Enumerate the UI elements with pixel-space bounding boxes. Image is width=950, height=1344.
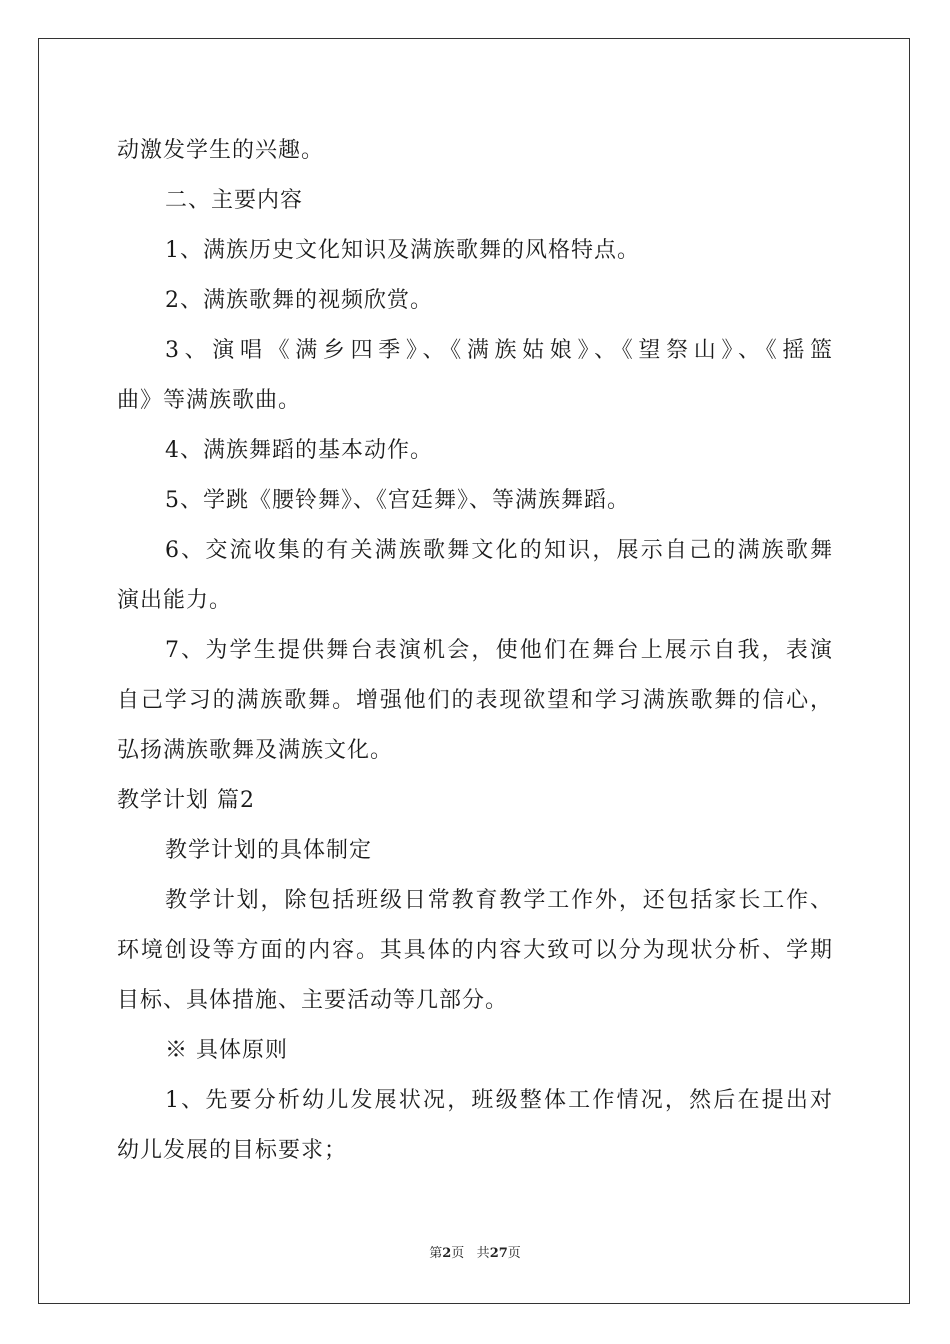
text-line: 幼儿发展的目标要求；	[117, 1138, 348, 1163]
total-prefix: 共	[476, 1246, 490, 1261]
text-line: 教学计划，除包括班级日常教育教学工作外，还包括家长工作、	[165, 888, 833, 913]
total-suffix: 页	[507, 1246, 521, 1261]
page-number: 2	[442, 1246, 452, 1261]
text-line: 动激发学生的兴趣。	[117, 138, 325, 163]
text-line: ※ 具体原则	[165, 1038, 288, 1063]
total-pages: 27	[489, 1246, 508, 1261]
text-line: 环境创设等方面的内容。其具体的内容大致可以分为现状分析、学期	[117, 938, 833, 963]
page-suffix: 页	[451, 1246, 465, 1261]
text-line: 演出能力。	[117, 588, 233, 613]
text-line: 二、主要内容	[165, 188, 304, 213]
text-line: 目标、具体措施、主要活动等几部分。	[117, 988, 509, 1013]
text-line: 3、演唱《满乡四季》、《满族姑娘》、《望祭山》、《摇篮	[165, 338, 833, 363]
text-line: 2、满族歌舞的视频欣赏。	[165, 288, 433, 313]
text-line: 4、满族舞蹈的基本动作。	[165, 438, 433, 463]
page-footer	[0, 1245, 950, 1263]
text-line: 7、为学生提供舞台表演机会，使他们在舞台上展示自我，表演	[165, 638, 833, 663]
text-line: 弘扬满族歌舞及满族文化。	[117, 738, 394, 763]
text-line: 自己学习的满族歌舞。增强他们的表现欲望和学习满族歌舞的信心，	[117, 688, 833, 713]
document-body	[117, 126, 833, 1176]
text-line: 1、先要分析幼儿发展状况，班级整体工作情况，然后在提出对	[165, 1088, 833, 1113]
text-line: 1、满族历史文化知识及满族歌舞的风格特点。	[165, 238, 640, 263]
text-line: 曲》等满族歌曲。	[117, 388, 302, 413]
page-prefix: 第	[429, 1246, 443, 1261]
text-line: 5、学跳《腰铃舞》、《宫廷舞》、等满族舞蹈。	[165, 488, 630, 513]
text-line: 教学计划的具体制定	[165, 838, 373, 863]
text-line: 6、交流收集的有关满族歌舞文化的知识，展示自己的满族歌舞	[165, 538, 833, 563]
text-line: 教学计划 篇2	[117, 788, 255, 813]
